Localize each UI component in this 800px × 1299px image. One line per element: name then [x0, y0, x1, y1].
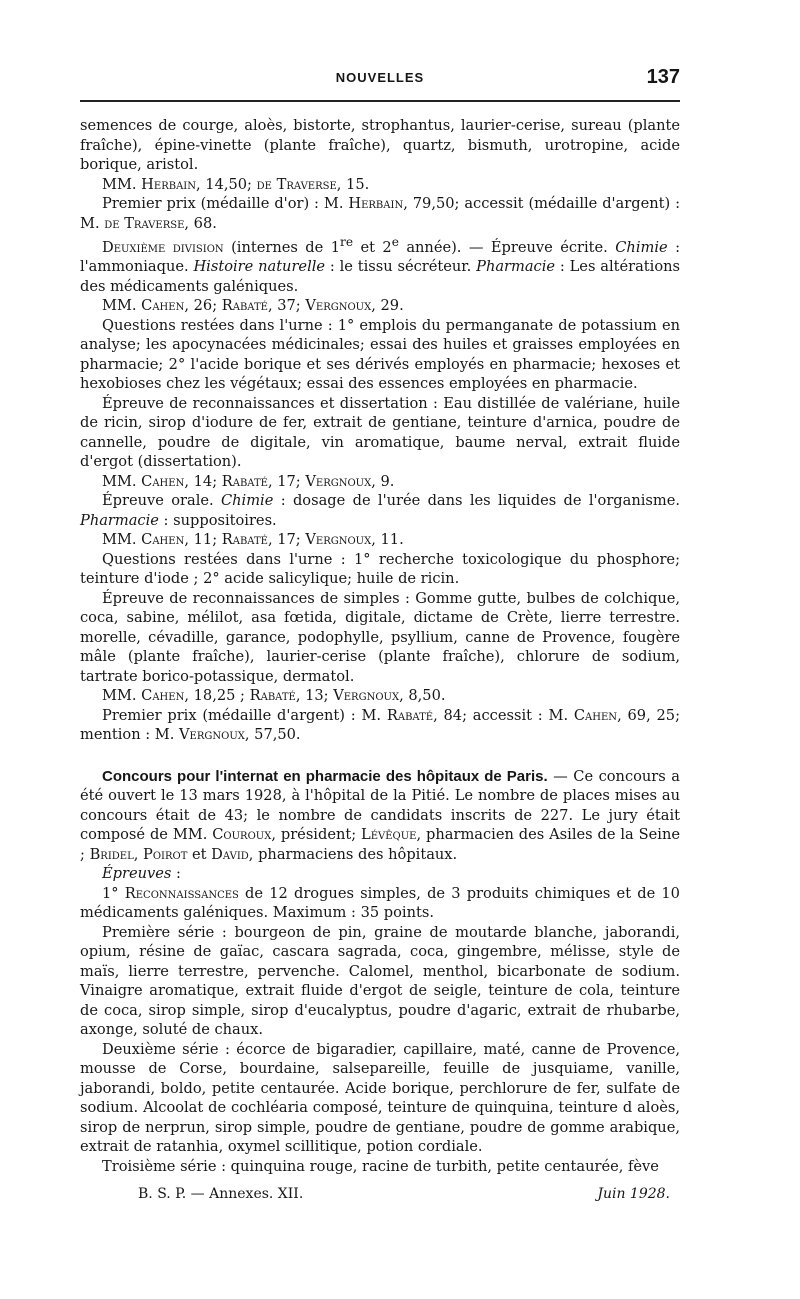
paragraph-results-3: MM. Cahen, 14; Rabaté, 17; Vergnoux, 9. — [102, 472, 395, 490]
paragraph-seeds-list: semences de courge, aloès, bistorte, strophantus, laurier-cerise, sureau (plante fraîche), épine-vinette (plante fraîche), quartz, bismuth, urotropine, acide borique, aristol. — [80, 117, 680, 173]
paragraph-second-series: Deuxième série : écorce de bigaradier, capillaire, maté, canne de Provence, mousse de Corse, bourdaine, salsepareille, feuille de jusquiame, vanille, jaborandi, boldo, petite centaurée. Acide borique, perchlorure de fer, sulfate de sodium. Alcoolat de cochléaria composé, teinture de quinquina, teinture d aloès, sirop de nerprun, sirop simple, poudre de gentiane, poudre de gomme arabique, extrait de ratanhia, oxymel scillitique, potion cordiale. — [80, 1040, 680, 1156]
paragraph-results-1: MM. Herbain, 14,50; de Traverse, 15. — [102, 175, 370, 193]
section-heading: Concours pour l'internat en pharmacie des hôpitaux de Paris. — [102, 767, 548, 785]
footer-date: Juin 1928. — [597, 1186, 670, 1202]
paragraph-oral-exam: Épreuve orale. Chimie : dosage de l'urée dans les liquides de l'organisme. Pharmacie : suppositoires. — [80, 492, 681, 529]
paragraph-prize-2: Premier prix (médaille d'argent) : M. Rabaté, 84; accessit : M. Cahen, 69, 25; mention : M. Vergnoux, 57,50. — [80, 706, 680, 744]
paragraph-questions-1: Questions restées dans l'urne : 1° emplois du permanganate de potassium en analyse; les apocynacées médicinales; essai des huiles et graisses employées en pharmacie; 2° l'acide borique et ses dérivés employés en pharmacie; hexoses et hexobioses chez les végétaux; essai des essences employées en pharmacie. — [80, 316, 680, 393]
paragraph-results-5: MM. Cahen, 18,25 ; Rabaté, 13; Vergnoux, 8,50. — [102, 687, 446, 705]
paragraph-recognition-1: Épreuve de reconnaissances et dissertation : Eau distillée de valériane, huile de ricin, sirop d'iodure de fer, extrait de gentiane, teinture d'arnica, poudre de cannelle, poudre de digitale, vin aromatique, baume nerval, extrait fluide d'ergot (dissertation). — [80, 394, 680, 471]
page-body — [80, 116, 680, 1176]
footer-signature: B. S. P. — Annexes. XII. — [138, 1186, 304, 1202]
page-header — [80, 68, 680, 94]
paragraph-questions-2: Questions restées dans l'urne : 1° recherche toxicologique du phosphore; teinture d'iode ; 2° acide salicylique; huile de ricin. — [80, 550, 680, 588]
paragraph-reconnaissances: 1° Reconnaissances de 12 drogues simples, de 3 produits chimiques et de 10 médicaments galéniques. Maximum : 35 points. — [80, 884, 680, 922]
paragraph-prize-1: Premier prix (médaille d'or) : M. Herbain, 79,50; accessit (médaille d'argent) : M. de Traverse, 68. — [80, 195, 680, 232]
page-number: 137 — [646, 66, 680, 88]
paragraph-first-series: Première série : bourgeon de pin, graine de moutarde blanche, jaborandi, opium, résine de gaïac, cascara sagrada, coca, gingembre, mélisse, style de maïs, lierre terrestre, pervenche. Calomel, menthol, bicarbonate de sodium. Vinaigre aromatique, extrait fluide d'ergot de seigle, teinture de cola, teinture de coca, sirop simple, sirop d'eucalyptus, poudre d'agaric, extrait de rhubarbe, axonge, soluté de chaux. — [80, 923, 680, 1039]
paragraph-second-division: Deuxième division (internes de 1re et 2e année). — Épreuve écrite. Chimie : l'ammoniaque. Histoire naturelle : le tissu sécréteur. Pharmacie : Les altérations des médicaments galéniques. — [80, 235, 681, 295]
paragraph-recognition-2: Épreuve de reconnaissances de simples : Gomme gutte, bulbes de colchique, coca, sabine, mélilot, asa fœtida, digitale, dictame de Crète, lierre terrestre. morelle, cévadille, garance, podophylle, psyllium, canne de Provence, fougère mâle (plante fraîche), laurier-cerise (plante fraîche), chlorure de sodium, tartrate borico-potassique, dermatol. — [80, 589, 680, 685]
paragraph-third-series: Troisième série : quinquina rouge, racine de turbith, petite centaurée, fève — [102, 1157, 659, 1175]
running-title: NOUVELLES — [335, 70, 425, 85]
header-rule — [80, 100, 680, 102]
paragraph-results-2: MM. Cahen, 26; Rabaté, 37; Vergnoux, 29. — [102, 297, 404, 315]
paragraph-results-4: MM. Cahen, 11; Rabaté, 17; Vergnoux, 11. — [102, 531, 404, 549]
section-gap — [80, 745, 680, 767]
paragraph-epreuves: Épreuves : — [102, 865, 181, 883]
paragraph-internat-intro: Concours pour l'internat en pharmacie des hôpitaux de Paris. — Ce concours a été ouvert le 13 mars 1928, à l'hôpital de la Pitié. Le nombre de places mises au concours était de 43; le nombre de candidats inscrits de 227. Le jury était composé de MM. Couroux, président; Lévêque, pharmacien des Asiles de la Seine ; Bridel, Poirot et David, pharmaciens des hôpitaux. — [80, 767, 680, 863]
